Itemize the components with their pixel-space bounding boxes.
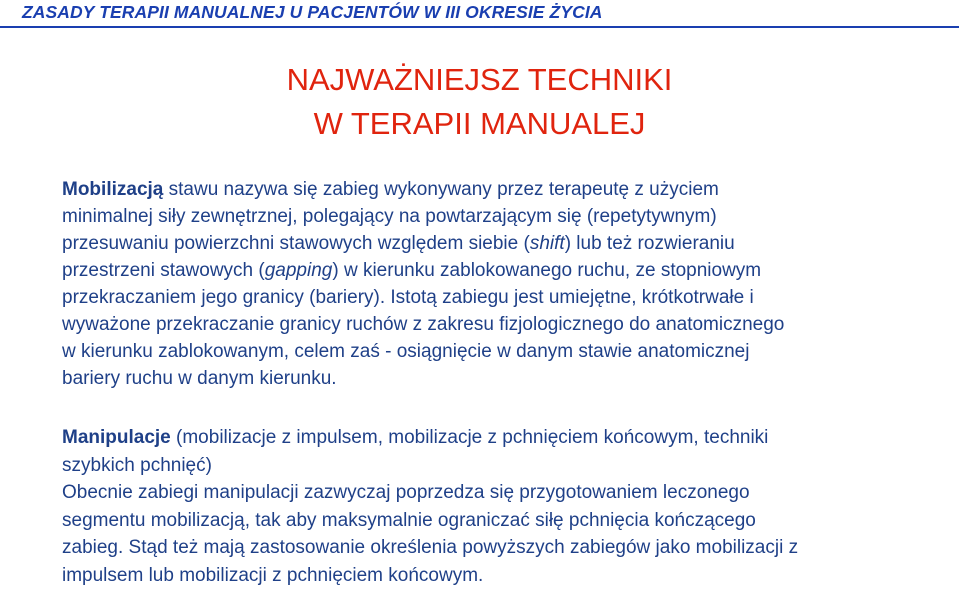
slide-title-line-1: NAJWAŻNIEJSZ TECHNIKI — [286, 62, 673, 97]
text-line: przekraczaniem jego granicy (bariery). Istotą zabiegu jest umiejętne, krótkotrwałe i — [62, 287, 754, 308]
text-line: Manipulacje (mobilizacje z impulsem, mobilizacje z pchnięciem końcowym, techniki — [62, 427, 769, 448]
text-line: w kierunku zablokowanym, celem zaś - osiągnięcie w danym stawie anatomicznej — [62, 341, 750, 362]
text-line: przestrzeni stawowych (gapping) w kierunku zablokowanego ruchu, ze stopniowym — [62, 260, 762, 281]
text-line: minimalnej siły zewnętrznej, polegający na powtarzającym się (repetytywnym) — [62, 206, 717, 227]
manipulation-term: Manipulacje — [62, 427, 171, 448]
shift-term: shift — [529, 233, 565, 254]
mobilization-term: Mobilizacją — [62, 179, 164, 200]
manipulation-paragraph — [62, 424, 947, 590]
text-line: wyważone przekraczanie granicy ruchów z zakresu fizjologicznego do anatomicznego — [62, 314, 785, 335]
header-bar — [0, 0, 959, 28]
text-line: zabieg. Stąd też mają zastosowanie określenia powyższych zabiegów jako mobilizacji z — [62, 537, 799, 559]
text-line: przesuwaniu powierzchni stawowych względem siebie (shift) lub też rozwieraniu — [62, 233, 735, 254]
text-line: bariery ruchu w danym kierunku. — [62, 368, 337, 389]
mobilization-paragraph — [62, 176, 947, 392]
text-line: segmentu mobilizacją, tak aby maksymalnie ograniczać siłę pchnięcia kończącego — [62, 509, 756, 531]
header-title: ZASADY TERAPII MANUALNEJ U PACJENTÓW W III OKRESIE ŻYCIA — [22, 2, 603, 22]
text-line: impulsem lub mobilizacji z pchnięciem końcowym. — [62, 564, 484, 586]
text-line: Obecnie zabiegi manipulacji zazwyczaj poprzedza się przygotowaniem leczonego — [62, 482, 750, 504]
text-line: szybkich pchnięć) — [62, 454, 212, 476]
text-line: Mobilizacją stawu nazywa się zabieg wykonywany przez terapeutę z użyciem — [62, 179, 719, 200]
gapping-term: gapping — [264, 260, 333, 281]
slide-title — [0, 58, 959, 146]
slide-title-line-2: W TERAPII MANUALEJ — [313, 106, 646, 141]
